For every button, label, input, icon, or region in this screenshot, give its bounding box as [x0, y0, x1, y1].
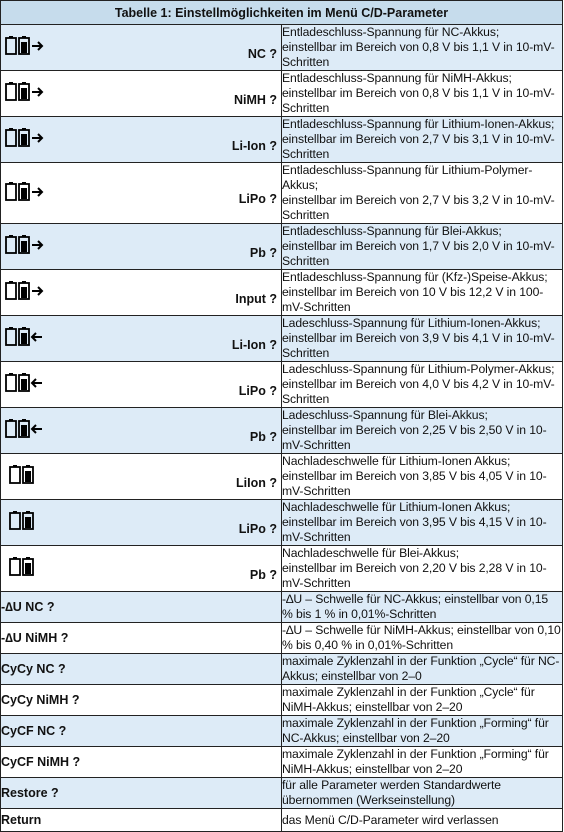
key-cell: [1, 454, 282, 500]
table-row: [1, 224, 563, 270]
key-label: Pb ?: [249, 429, 277, 444]
desc-line: einstellbar im Bereich von 2,20 V bis 2,28 V in 10-mV-Schritten: [282, 561, 547, 590]
desc-line: einstellbar im Bereich von 0,8 V bis 1,1 V in 10-mV-Schritten: [282, 86, 555, 115]
discharge-icon: [5, 235, 45, 258]
key-cell: [1, 71, 282, 117]
discharge-icon: [5, 36, 45, 59]
key-cell: [1, 316, 282, 362]
desc-line: einstellbar im Bereich von 10 V bis 12,2 V in 100-mV-Schritten: [282, 285, 544, 314]
key-cell: [1, 270, 282, 316]
desc-line: einstellbar im Bereich von 3,85 V bis 4,05 V in 10-mV-Schritten: [282, 469, 547, 498]
description-cell: maximale Zyklenzahl in der Funktion „Cycle“ für NC-Akkus; einstellbar von 2–0: [282, 654, 563, 685]
description-cell: [282, 163, 563, 224]
table-row: [1, 809, 563, 832]
key-label: CyCy NiMH ?: [1, 685, 282, 716]
key-label: -∆U NC ?: [1, 592, 282, 623]
desc-line: Ladeschluss-Spannung für Blei-Akkus;: [282, 408, 488, 422]
table-row: [1, 592, 563, 623]
key-label: NiMH ?: [233, 92, 277, 107]
charge-icon: [5, 327, 45, 350]
key-label: Li-Ion ?: [231, 138, 277, 153]
description-cell: [282, 546, 563, 592]
key-cell: [1, 117, 282, 163]
charge-icon: [5, 373, 45, 396]
battery-pair-icon: [9, 465, 37, 488]
description-cell: maximale Zyklenzahl in der Funktion „Forming“ für NC-Akkus; einstellbar von 2–20: [282, 716, 563, 747]
key-label: Pb ?: [249, 245, 277, 260]
key-cell: [1, 546, 282, 592]
description-cell: maximale Zyklenzahl in der Funktion „Cycle“ für NiMH-Akkus; einstellbar von 2–20: [282, 685, 563, 716]
table-row: [1, 623, 563, 654]
description-cell: [282, 117, 563, 163]
key-cell: [1, 25, 282, 71]
desc-line: einstellbar im Bereich von 0,8 V bis 1,1 V in 10-mV-Schritten: [282, 40, 555, 69]
table-row: [1, 654, 563, 685]
description-cell: das Menü C/D-Parameter wird verlassen: [282, 809, 563, 832]
table-row: [1, 117, 563, 163]
desc-line: Entladeschluss-Spannung für (Kfz-)Speise-Akkus;: [282, 270, 548, 284]
description-cell: [282, 454, 563, 500]
key-cell: [1, 500, 282, 546]
desc-line: Entladeschluss-Spannung für NiMH-Akkus;: [282, 71, 512, 85]
battery-pair-icon: [9, 557, 37, 580]
key-label: Restore ?: [1, 778, 282, 809]
key-label: LiIon ?: [236, 475, 277, 490]
description-cell: maximale Zyklenzahl in der Funktion „Forming“ für NiMH-Akkus; einstellbar von 2–20: [282, 747, 563, 778]
desc-line: Entladeschluss-Spannung für Lithium-Polymer-Akkus;: [282, 163, 533, 192]
key-label: LiPo ?: [238, 383, 277, 398]
desc-line: einstellbar im Bereich von 3,9 V bis 4,1 V in 10-mV-Schritten: [282, 331, 555, 360]
table-row: [1, 25, 563, 71]
table-row: [1, 163, 563, 224]
description-cell: [282, 25, 563, 71]
key-label: LiPo ?: [238, 521, 277, 536]
desc-line: einstellbar im Bereich von 4,0 V bis 4,2 V in 10-mV-Schritten: [282, 377, 555, 406]
key-cell: [1, 408, 282, 454]
description-cell: [282, 362, 563, 408]
key-label: LiPo ?: [238, 192, 277, 206]
description-cell: [282, 500, 563, 546]
desc-line: einstellbar im Bereich von 3,95 V bis 4,15 V in 10-mV-Schritten: [282, 515, 547, 544]
key-label: CyCy NC ?: [1, 654, 282, 685]
description-cell: [282, 408, 563, 454]
desc-line: Entladeschluss-Spannung für Lithium-Ionen-Akkus;: [282, 117, 555, 131]
desc-line: Entladeschluss-Spannung für NC-Akkus;: [282, 25, 500, 39]
description-cell: -∆U – Schwelle für NC-Akkus; einstellbar von 0,15 % bis 1 % in 0,01%-Schritten: [282, 592, 563, 623]
table-row: [1, 270, 563, 316]
desc-line: Ladeschluss-Spannung für Lithium-Polymer-Akkus;: [282, 362, 555, 376]
key-label: -∆U NiMH ?: [1, 623, 282, 654]
table-row: [1, 716, 563, 747]
table-row: [1, 685, 563, 716]
desc-line: Ladeschluss-Spannung für Lithium-Ionen-Akkus;: [282, 316, 541, 330]
battery-pair-icon: [9, 511, 37, 534]
table-row: [1, 778, 563, 809]
discharge-icon: [5, 82, 45, 105]
description-cell: [282, 224, 563, 270]
table-row: [1, 408, 563, 454]
charge-icon: [5, 419, 45, 442]
table-row: [1, 500, 563, 546]
description-cell: für alle Parameter werden Standardwerte übernommen (Werkseinstellung): [282, 778, 563, 809]
desc-line: Nachladeschwelle für Blei-Akkus;: [282, 546, 459, 560]
table-row: [1, 316, 563, 362]
description-cell: [282, 270, 563, 316]
desc-line: einstellbar im Bereich von 2,25 V bis 2,50 V in 10-mV-Schritten: [282, 423, 547, 452]
key-label: Li-Ion ?: [231, 337, 277, 352]
table-row: [1, 747, 563, 778]
desc-line: Entladeschluss-Spannung für Blei-Akkus;: [282, 224, 502, 238]
discharge-icon: [5, 281, 45, 304]
key-label: CyCF NC ?: [1, 716, 282, 747]
key-label: CyCF NiMH ?: [1, 747, 282, 778]
table-title: Tabelle 1: Einstellmöglichkeiten im Menü C/D-Parameter: [1, 1, 563, 25]
key-label: Input ?: [235, 291, 277, 306]
discharge-icon: [5, 128, 45, 151]
key-cell: [1, 362, 282, 408]
desc-line: einstellbar im Bereich von 1,7 V bis 2,0 V in 10-mV-Schritten: [282, 239, 555, 268]
table-row: [1, 454, 563, 500]
description-cell: [282, 316, 563, 362]
key-cell: [1, 163, 282, 224]
key-label: NC ?: [247, 46, 277, 61]
desc-line: Nachladeschwelle für Lithium-Ionen Akkus;: [282, 454, 511, 468]
desc-line: Nachladeschwelle für Lithium-Ionen Akkus;: [282, 500, 511, 514]
description-cell: [282, 71, 563, 117]
discharge-icon: [5, 182, 45, 205]
table-row: [1, 71, 563, 117]
key-label: Return: [1, 809, 282, 832]
table-row: [1, 546, 563, 592]
desc-line: einstellbar im Bereich von 2,7 V bis 3,1 V in 10-mV-Schritten: [282, 132, 555, 161]
table-row: [1, 362, 563, 408]
desc-line: einstellbar im Bereich von 2,7 V bis 3,2 V in 10-mV-Schritten: [282, 193, 555, 222]
key-cell: [1, 224, 282, 270]
description-cell: -∆U – Schwelle für NiMH-Akkus; einstellbar von 0,10 % bis 0,40 % in 0,01%-Schritten: [282, 623, 561, 652]
key-label: Pb ?: [249, 567, 277, 582]
